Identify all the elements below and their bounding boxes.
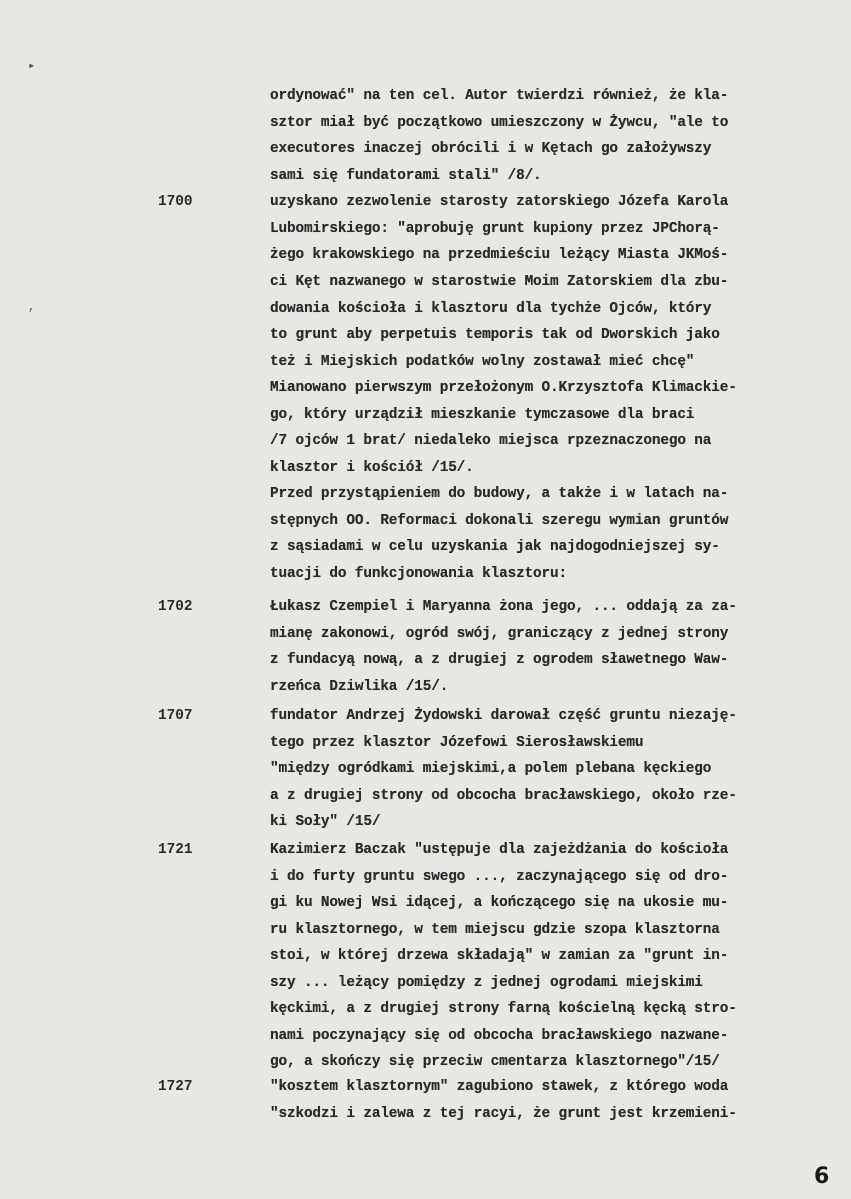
year-label: 1707 — [158, 708, 193, 724]
year-label: 1702 — [158, 599, 193, 615]
text-line: "między ogródkami miejskimi,a polem plebana kęckiego — [270, 761, 712, 777]
page-number: 6 — [814, 1164, 830, 1189]
text-line: go, a skończy się przeciw cmentarza klasztornego"/15/ — [270, 1054, 720, 1070]
text-line: tego przez klasztor Józefowi Sierosławskiemu — [270, 735, 644, 751]
text-line: nami poczynający się od obcocha bracławskiego nazwane- — [270, 1028, 729, 1044]
text-line: szy ... leżący pomiędzy z jednej ogrodami miejskimi — [270, 975, 703, 991]
text-line: ci Kęt nazwanego w starostwie Moim Zatorskiem dla zbu- — [270, 274, 729, 290]
text-line: Łukasz Czempiel i Maryanna żona jego, ... oddają za za- — [270, 599, 737, 615]
text-line: z sąsiadami w celu uzyskania jak najdogodniejszej sy- — [270, 539, 720, 555]
text-line: a z drugiej strony od obcocha bracławskiego, około rze- — [270, 788, 737, 804]
text-line: mianę zakonowi, ogród swój, graniczący z jednej strony — [270, 626, 729, 642]
text-line: ki Soły" /15/ — [270, 814, 381, 830]
year-label: 1700 — [158, 194, 193, 210]
text-line: uzyskano zezwolenie starosty zatorskiego Józefa Karola — [270, 194, 729, 210]
text-line: stępnych OO. Reformaci dokonali szeregu wymian gruntów — [270, 513, 729, 529]
text-line: /7 ojców 1 brat/ niedaleko miejsca rpzeznaczonego na — [270, 433, 712, 449]
text-line: też i Miejskich podatków wolny zostawał mieć chcę" — [270, 354, 695, 370]
text-line: dowania kościoła i klasztoru dla tychże Ojców, który — [270, 301, 712, 317]
year-label: 1727 — [158, 1079, 193, 1095]
text-line: ru klasztornego, w tem miejscu gdzie szopa klasztorna — [270, 922, 720, 938]
text-line: ordynować" na ten cel. Autor twierdzi również, że kla- — [270, 88, 729, 104]
text-line: Kazimierz Baczak "ustępuje dla zajeżdżania do kościoła — [270, 842, 729, 858]
margin-dot: ▸ — [28, 59, 36, 73]
text-line: sami się fundatorami stali" /8/. — [270, 168, 542, 184]
text-line: fundator Andrzej Żydowski darował część gruntu niezaję- — [270, 708, 737, 724]
text-line: "kosztem klasztornym" zagubiono stawek, z którego woda — [270, 1079, 729, 1095]
text-line: rzeńca Dziwlika /15/. — [270, 679, 449, 695]
text-line: Przed przystąpieniem do budowy, a także i w latach na- — [270, 486, 729, 502]
text-line: gi ku Nowej Wsi idącej, a kończącego się na ukosie mu- — [270, 895, 729, 911]
text-line: klasztor i kościół /15/. — [270, 460, 474, 476]
year-label: 1721 — [158, 842, 193, 858]
text-line: z fundacyą nową, a z drugiej z ogrodem sławetnego Waw- — [270, 652, 729, 668]
text-line: "szkodzi i zalewa z tej racyi, że grunt jest krzemieni- — [270, 1106, 737, 1122]
text-line: go, który urządził mieszkanie tymczasowe dla braci — [270, 407, 695, 423]
text-line: to grunt aby perpetuis temporis tak od Dworskich jako — [270, 327, 720, 343]
text-line: żego krakowskiego na przedmieściu leżący Miasta JKMoś- — [270, 247, 729, 263]
text-line: Lubomirskiego: "aprobuję grunt kupiony przez JPChorą- — [270, 221, 720, 237]
text-line: i do furty gruntu swego ..., zaczynającego się od dro- — [270, 869, 729, 885]
text-line: executores inaczej obrócili i w Kętach go założywszy — [270, 141, 712, 157]
text-line: tuacji do funkcjonowania klasztoru: — [270, 566, 568, 582]
text-line: kęckimi, a z drugiej strony farną kościelną kęcką stro- — [270, 1001, 737, 1017]
text-line: stoi, w której drzewa składają" w zamian za "grunt in- — [270, 948, 729, 964]
text-line: Mianowano pierwszym przełożonym O.Krzysztofa Klimackie- — [270, 380, 737, 396]
text-line: sztor miał być początkowo umieszczony w Żywcu, "ale to — [270, 115, 729, 131]
margin-tick: , — [28, 300, 36, 314]
